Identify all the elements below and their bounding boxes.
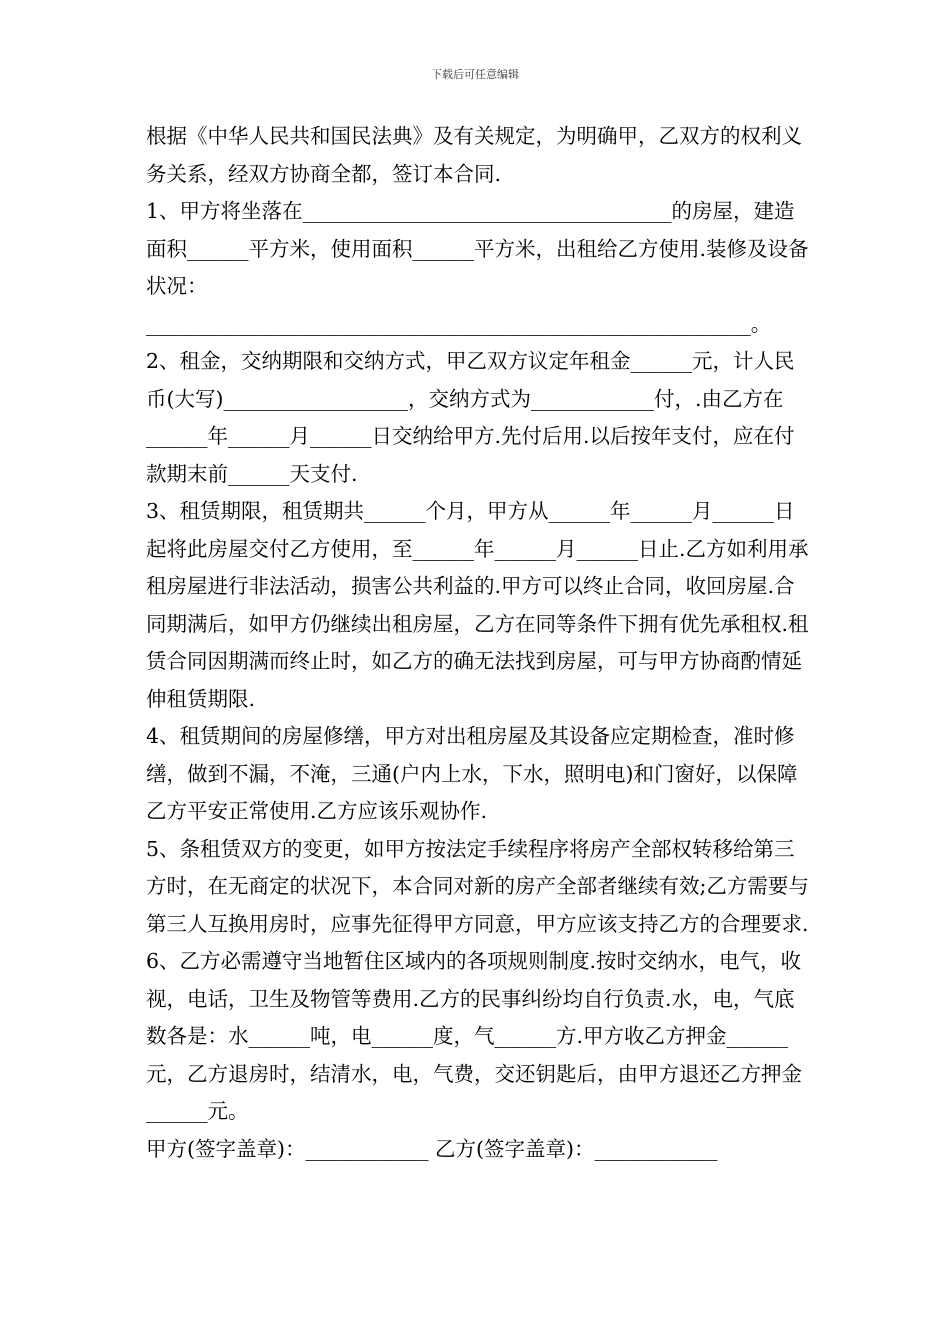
clause-1: 1、甲方将坐落在____________________________________的房屋，建造面积______平方米，使用面积______平方米，出租给乙方使用.装修及设备状况：___________________________________________________________。 xyxy=(146,199,809,336)
clause-3: 3、租赁期限，租赁期共______个月，甲方从______年______月______日起将此房屋交付乙方使用，至______年______月______日止.乙方如利用承租房屋进行非法活动，损害公共利益的.甲方可以终止合同，收回房屋.合同期满后，如甲方仍继续出租房屋，乙方在同等条件下拥有优先承租权.租赁合同因期满而终止时，如乙方的确无法找到房屋，可与甲方协商酌情延伸租赁期限. xyxy=(146,499,809,711)
clause-6: 6、乙方必需遵守当地暂住区域内的各项规则制度.按时交纳水，电气，收视，电话，卫生及物管等费用.乙方的民事纠纷均自行负责.水，电，气底数各是：水______吨，电______度，气______方.甲方收乙方押金______元，乙方退房时，结清水，电，气费，交还钥匙后，由甲方退还乙方押金______元。 xyxy=(146,949,802,1123)
clause-2: 2、租金，交纳期限和交纳方式，甲乙双方议定年租金______元，计人民币(大写)__________________，交纳方式为____________付，.由乙方在______年______月______日交纳给甲方.先付后用.以后按年支付，应在付款期末前______天支付. xyxy=(146,349,795,486)
signature-line: 甲方(签字盖章)：____________ 乙方(签字盖章)：____________ xyxy=(146,1136,718,1161)
clause-5: 5、条租赁双方的变更，如甲方按法定手续程序将房产全部权转移给第三方时，在无商定的状况下，本合同对新的房产全部者继续有效;乙方需要与第三人互换用房时，应事先征得甲方同意，甲方应该支持乙方的合理要求. xyxy=(146,836,809,936)
page-header: 下载后可任意编辑 xyxy=(431,68,519,81)
contract-intro: 根据《中华人民共和国民法典》及有关规定，为明确甲，乙双方的权利义务关系，经双方协商全都，签订本合同. xyxy=(146,124,802,186)
clause-4: 4、租赁期间的房屋修缮，甲方对出租房屋及其设备应定期检查，准时修缮，做到不漏，不淹，三通(户内上水，下水，照明电)和门窗好，以保障乙方平安正常使用.乙方应该乐观协作. xyxy=(146,724,798,823)
contract-body xyxy=(146,118,812,1168)
